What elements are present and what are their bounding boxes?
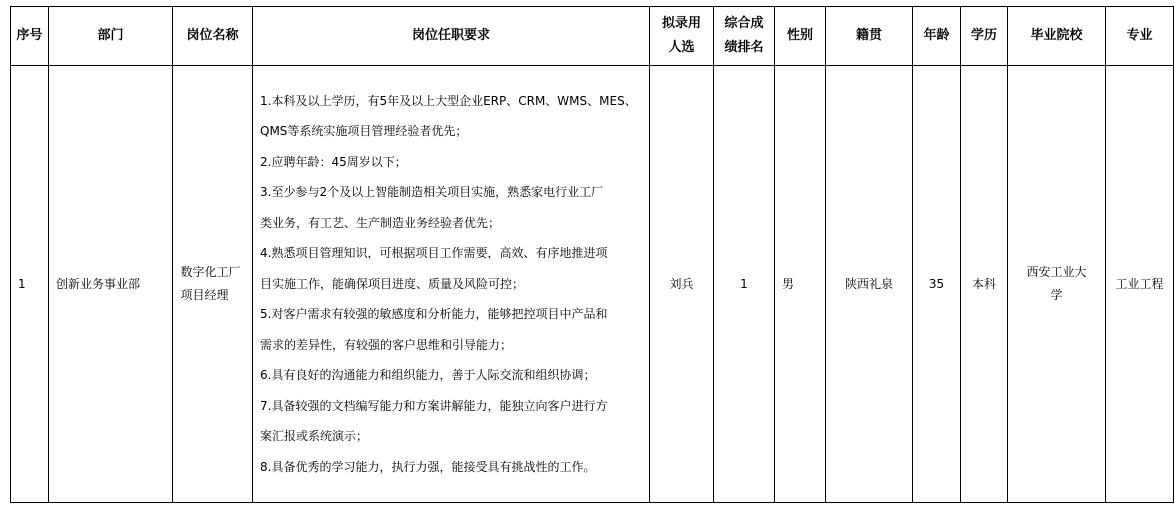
cell-hire: 刘兵 bbox=[650, 66, 714, 503]
cell-position bbox=[173, 66, 253, 503]
requirement-line: 3.至少参与2个及以上智能制造相关项目实施，熟悉家电行业工厂 bbox=[260, 185, 604, 200]
table-row bbox=[11, 66, 1174, 503]
cell-seq: 1 bbox=[11, 66, 49, 503]
header-hire bbox=[650, 7, 714, 66]
cell-requirements bbox=[253, 66, 650, 503]
cell-gender: 男 bbox=[775, 66, 826, 503]
requirement-line: 类业务，有工艺、生产制造业务经验者优先； bbox=[260, 215, 501, 230]
requirement-line: 1.本科及以上学历，有5年及以上大型企业ERP、CRM、WMS、MES、 bbox=[260, 93, 637, 108]
requirement-line: 目实施工作，能确保项目进度、质量及风险可控； bbox=[260, 276, 525, 291]
requirement-line: 7.具备较强的文档编写能力和方案讲解能力，能独立向客户进行方 bbox=[260, 398, 608, 413]
header-school: 毕业院校 bbox=[1008, 7, 1106, 66]
header-dept: 部门 bbox=[49, 7, 173, 66]
requirement-line: 2.应聘年龄：45周岁以下； bbox=[260, 154, 407, 169]
requirement-line: 需求的差异性，有较强的客户思维和引导能力； bbox=[260, 337, 513, 352]
header-gender: 性别 bbox=[775, 7, 826, 66]
requirement-line: 案汇报或系统演示； bbox=[260, 429, 369, 444]
recruitment-table-container bbox=[10, 6, 1174, 503]
cell-school-text: 西安工业大学 bbox=[1026, 265, 1087, 302]
requirement-line: 8.具备优秀的学习能力，执行力强，能接受具有挑战性的工作。 bbox=[260, 459, 596, 474]
cell-major: 工业工程 bbox=[1106, 66, 1174, 503]
header-age: 年龄 bbox=[913, 7, 961, 66]
header-seq: 序号 bbox=[11, 7, 49, 66]
header-major: 专业 bbox=[1106, 7, 1174, 66]
requirement-line: QMS等系统实施项目管理经验者优先； bbox=[260, 124, 468, 139]
header-rank bbox=[714, 7, 775, 66]
cell-position-text: 数字化工厂项目经理 bbox=[180, 265, 241, 302]
header-requirements: 岗位任职要求 bbox=[253, 7, 650, 66]
requirement-line: 6.具有良好的沟通能力和组织能力，善于人际交流和组织协调； bbox=[260, 368, 596, 383]
cell-dept: 创新业务事业部 bbox=[49, 66, 173, 503]
recruitment-table bbox=[10, 6, 1174, 503]
header-row bbox=[11, 7, 1174, 66]
header-education: 学历 bbox=[961, 7, 1008, 66]
cell-native: 陕西礼泉 bbox=[826, 66, 913, 503]
header-hire-label: 拟录用人选 bbox=[661, 16, 701, 55]
header-rank-label: 综合成绩排名 bbox=[724, 16, 764, 55]
header-position: 岗位名称 bbox=[173, 7, 253, 66]
requirement-line: 4.熟悉项目管理知识，可根据项目工作需要，高效、有序地推进项 bbox=[260, 246, 608, 261]
cell-education: 本科 bbox=[961, 66, 1008, 503]
cell-age: 35 bbox=[913, 66, 961, 503]
cell-school bbox=[1008, 66, 1106, 503]
requirement-line: 5.对客户需求有较强的敏感度和分析能力，能够把控项目中产品和 bbox=[260, 307, 608, 322]
cell-rank: 1 bbox=[714, 66, 775, 503]
header-native: 籍贯 bbox=[826, 7, 913, 66]
